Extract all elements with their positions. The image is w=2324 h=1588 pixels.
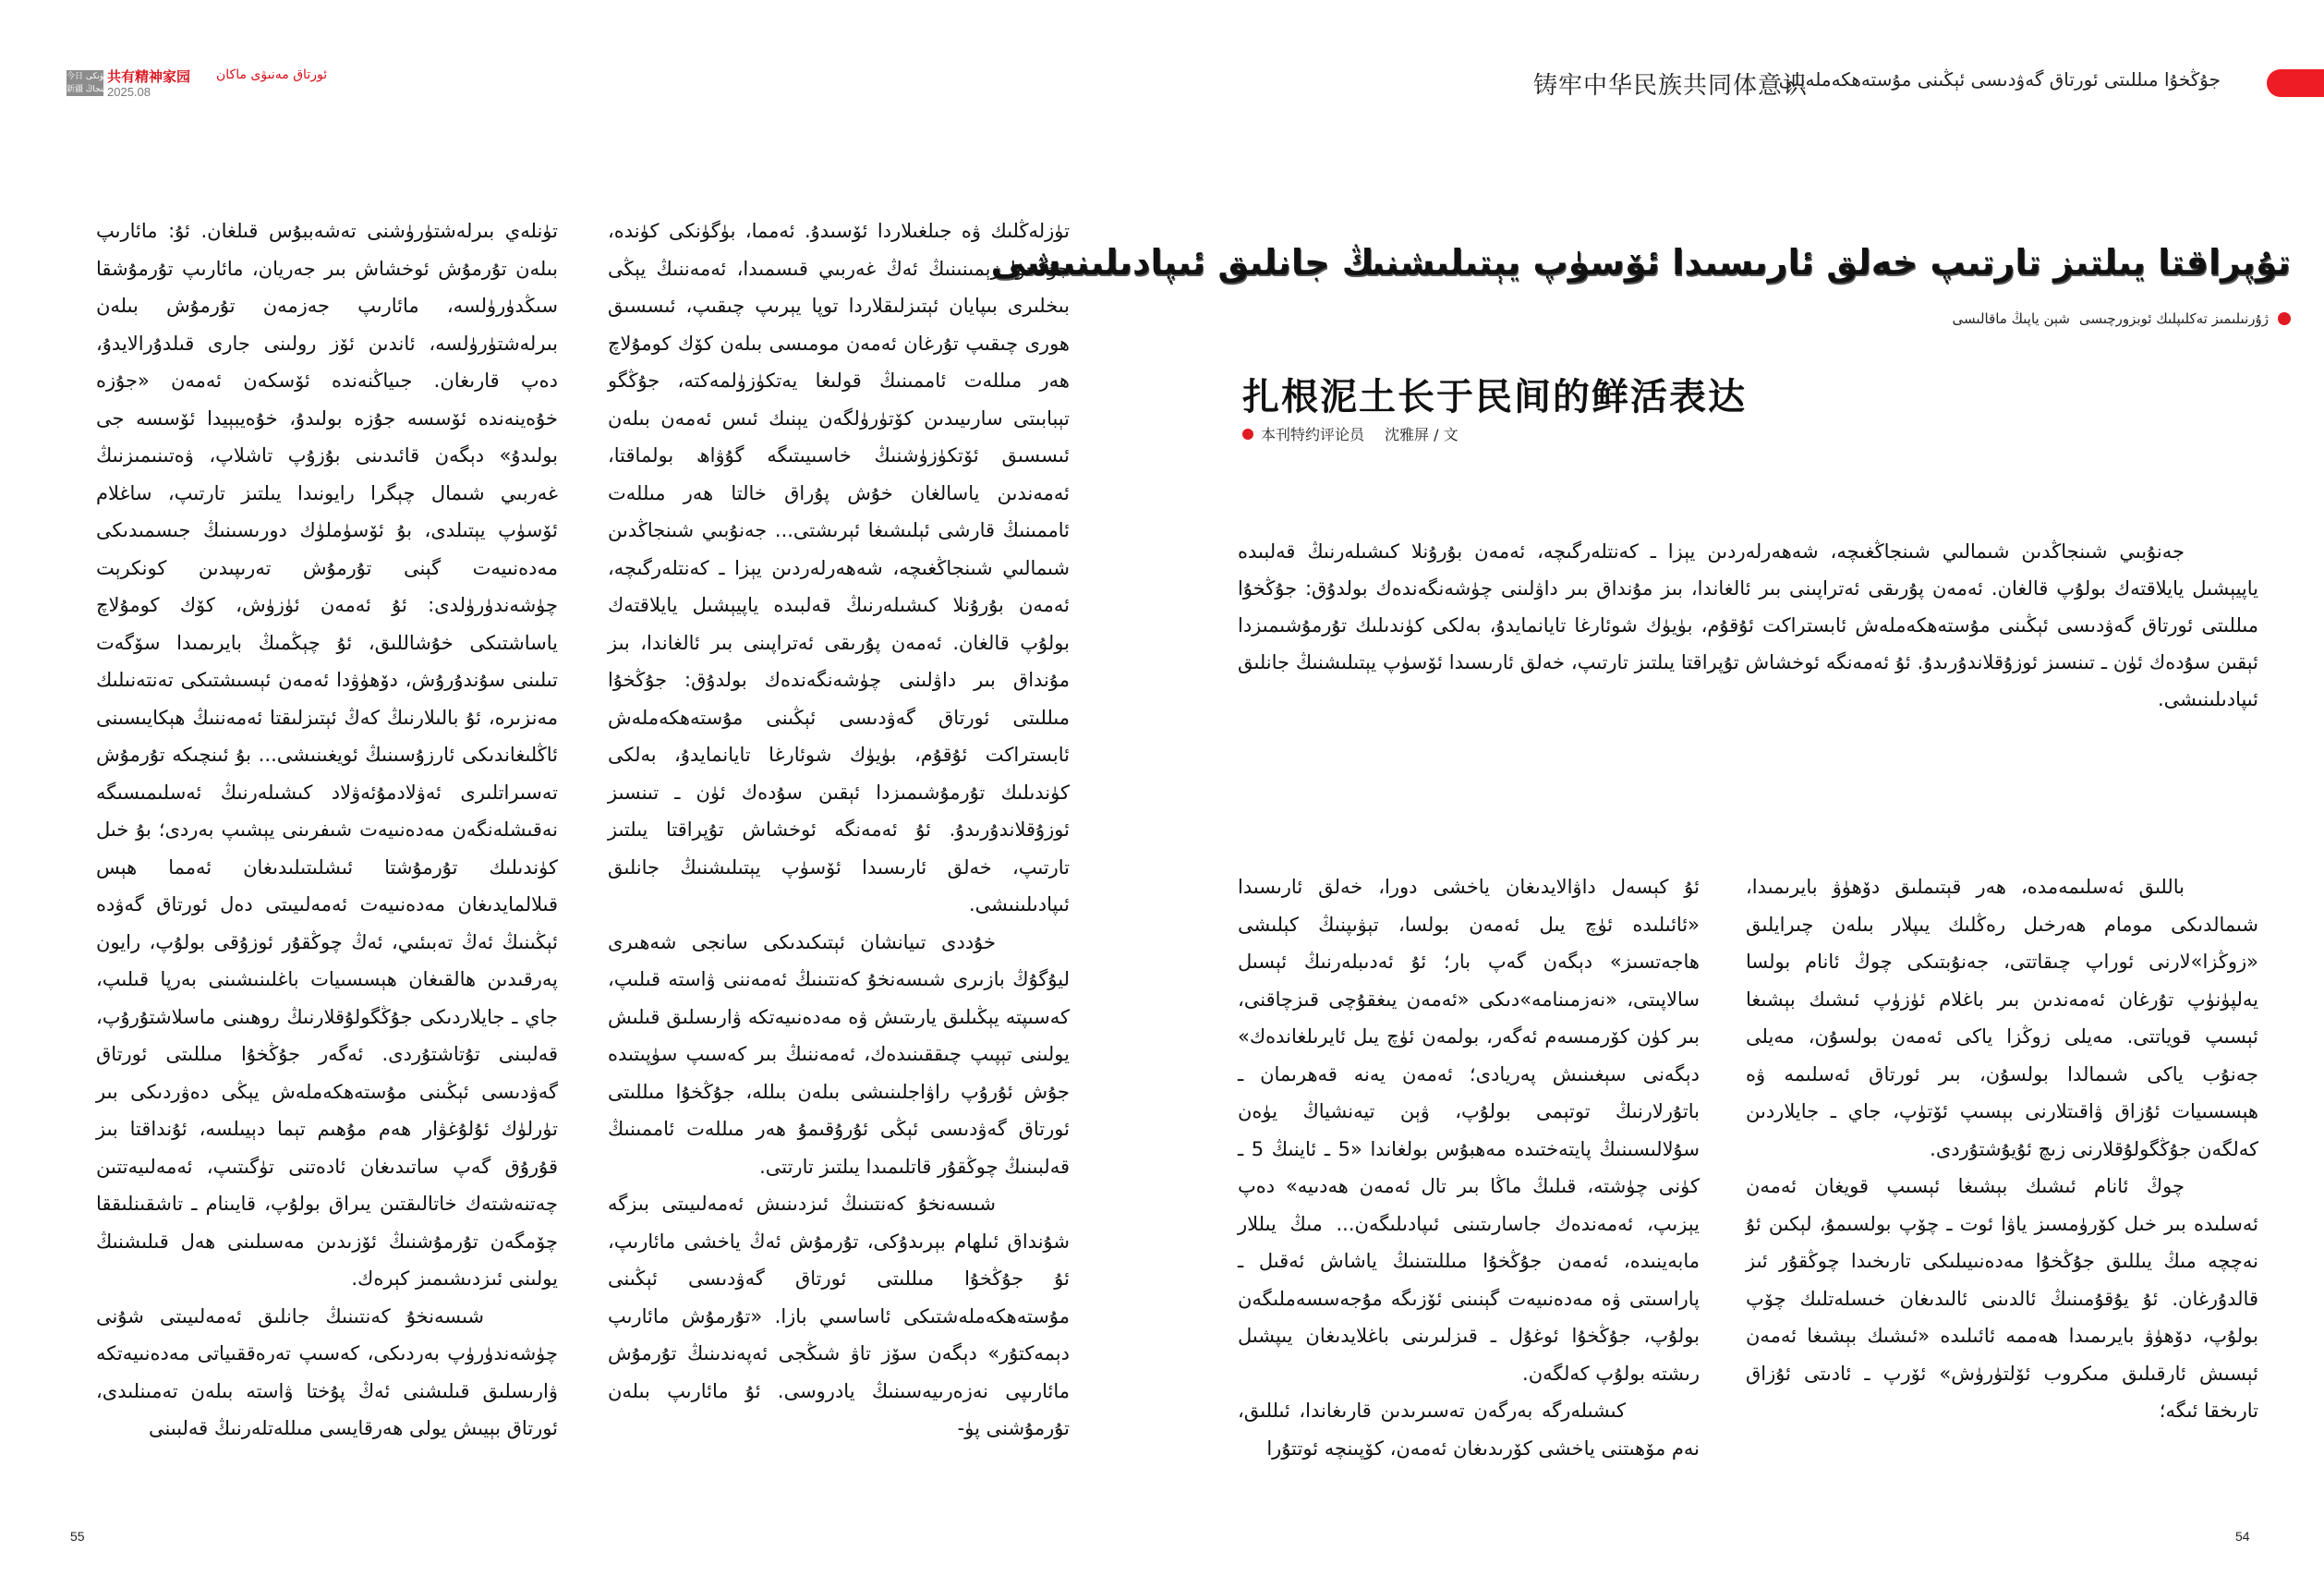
paragraph: شىسەنخۇ كەنتىنىڭ جانلىق ئەمەلىيىتى شۇنى چۈشەندۈرۈپ بەردىكى، كەسىپ تەرەققىياتى مەدەنىيەتكە ۋارىسلىق قىلىشنى ئەڭ پۇختا ۋاستە بىلەن تەمىنلىدى، ئورتاق بېيىش يولى ھەرقايسى مىللەتلەرنىڭ قەلبىنى <box>96 1304 558 1439</box>
logo-line: 新疆 شىنجاڭ <box>67 85 113 94</box>
byline-ug <box>1953 310 2291 327</box>
body-column-3 <box>608 212 1070 1448</box>
paragraph: ئۇ كېسەل داۋالايدىغان ياخشى دورا، خەلق ئارىسىدا «ئائىلىدە ئۈچ يىل ئەمەن بولسا، تېۋىپنىڭ كېلىشى ھاجەتسىز» دېگەن گەپ بار؛ ئۇ ئەدىبلەرنىڭ ئېسىل سالاپىتى، «نەزمىنامە»دىكى «ئەمەن يىغقۇچى قىزچاقنى، بىر كۈن كۆرمىسەم ئەگەر، بولمەن ئۈچ يىل ئايرىلغاندەك» دېگەنى سېغىنىش پەريادى؛ ئەمەن يەنە قەھرىمان ـ باتۇرلارنىڭ توتېمى بولۇپ، ۋېن تيەنشياڭ يۈەن سۇلالىسىنىڭ پايتەختىدە مەھبۇس بولغاندا «5 ـ ئاينىڭ 5 ـ كۈنى چۈشتە، قىلىڭ ماڭا بىر تال ئەمەن ھەدىيە» دەپ يېزىپ، ئەمەندەك جاسارىتىنى ئىپادىلىگەن... مىڭ يىللار مابەينىدە، ئەمەن جۇڭخۇا مىللىتىنىڭ ياشاش ئەقىل ـ پاراسىتى ۋە مەدەنىيەت گېنىنى ئۆزىگە مۇجەسسەملىگەن بولۇپ، جۇڭخۇا ئوغۇل ـ قىزلىرىنى باغلايدىغان يىپشىل رىشتە بولۇپ كەلگەن. <box>1238 876 1701 1385</box>
body-column-1 <box>1746 868 2258 1430</box>
magazine-title-ug: ئورتاق مەنىۋى ماكان <box>216 67 328 82</box>
body-column-2 <box>1238 868 1700 1467</box>
section-tab-marker <box>2267 69 2324 97</box>
paragraph: شىسەنخۇ كەنتىنىڭ ئىزدىنىش ئەمەلىيىتى بىزگە شۇنداق ئىلھام بېرىدۇكى، تۇرمۇش ئەڭ ياخشى مائارىپ، ئۇ جۇڭخۇا مىللىتى ئورتاق گەۋدىسى ئېڭىنى مۇستەھكەملەشتىكى ئاساسىي بازا. «تۇرمۇش مائارىپ دېمەكتۇر» دېگەن سۆز تاۋ شىڭجى ئەپەندىنىڭ تۇرمۇش مائارىپى نەزەرىيەسىنىڭ يادروسى. ئۇ مائارىپ بىلەن تۇرمۇشنى پۈ- <box>608 1193 1070 1439</box>
page-number-left: 55 <box>70 1529 85 1544</box>
paragraph: تۈزلەڭلىك ۋە جىلغىلاردا ئۆسىدۇ. ئەمما، بۈگۈنكى كۈندە، جۇڭخۇا زېمىنىنىڭ ئەڭ غەربىي قىسمىدا، ئەمەننىڭ يېڭى بىخلىرى بىپايان ئېتىزلىقلاردا توپا يېرىپ چىقىپ، ئىسسىق ھورى چىقىپ تۇرغان ئەمەن مومىسى بىلەن كۆك كومۇلاچ ھەر مىللەت ئاممىنىڭ قولىغا يەتكۈزۈلمەكتە، جۇڭگو تېبابىتى سارىيىدىن كۆتۈرۈلگەن يېنىك ئىس ئەمەن بىلەن ئىسسىق ئۆتكۈزۈشنىڭ خاسىيىتىگە گۇۋاھ بولماقتا، ئەمەندىن ياسالغان خۇش پۇراق خالتا ھەر مىللەت ئاممىنىڭ قارشى ئېلىشىغا ئېرىشتى... جەنۇبىي شىنجاڭدىن شىمالىي شىنجاڭغىچە، شەھەرلەردىن يېزا ـ كەنتلەرگىچە، ئەمەن بۇرۇنلا كىشىلەرنىڭ قەلبىدە ياپيېشىل يايلاقتەك بولۇپ قالغان. ئەمەن پۇرىقى ئەتراپىنى بىر ئالغاندا، بىز مۇنداق بىر داۋلىنى چۈشەنگەندەك بولدۇق: جۇڭخۇا مىللىتى ئورتاق گەۋدىسى ئېڭىنى مۇستەھكەملەش ئابستراكت ئۇقۇم، بۈيۈك شوئارغا تايانمايدۇ، بەلكى كۈندىلىك تۇرمۇشىمىزدا ئېقىن سۇدەك ئۈن ـ تىنسىز ئوزۇقلاندۇرىدۇ. ئۇ ئەمەنگە ئوخشاش تۇپراقتا يىلتىز تارتىپ، خەلق ئارىسىدا ئۆسۈپ يېتىلىشنىڭ جانلىق ئىپادىلىنىشى. <box>608 220 1070 915</box>
byline-cn <box>1242 423 1459 444</box>
paragraph: خۇددى تىيانشان ئېتىكىدىكى سانجى شەھىرى ليۇگۇڭ بازىرى شىسەنخۇ كەنتىنىڭ ئەمەننى ۋاستە قىلىپ، كەسىپتە يېڭىلىق يارىتىش ۋە مەدەنىيەتكە ۋارىسلىق قىلىش يولىنى تېپىپ چىققىنىدەك، ئەمەننىڭ بىر كەسىپ سۈپىتىدە جۇش ئۇرۇپ راۋاجلىنىشى بىلەن بىللە، جۇڭخۇا مىللىتى ئورتاق گەۋدىسى ئېڭى ئۇرۇقىمۇ ھەر مىللەت ئاممىنىڭ قەلبىنىڭ چوڭقۇر قاتلىمىدا يىلتىز تارتتى. <box>608 930 1070 1178</box>
logo-line: 今日 بۈگۈنكى <box>67 72 115 81</box>
headline-cn: 扎根泥土长于民间的鲜活表达 <box>1242 376 1747 418</box>
page-number-right: 54 <box>2235 1529 2250 1544</box>
paragraph: تۈنلەي بىرلەشتۈرۈشنى تەشەببۇس قىلغان. ئۇ: مائارىپ بىلەن تۇرمۇش ئوخشاش بىر جەريان، مائارىپ تۇرمۇشقا سىڭدۈرۈلسە، مائارىپ جەزمەن تۇرمۇش بىلەن بىرلەشتۈرۈلسە، ئاندىن ئۆز رولىنى جارى قىلدۇرالايدۇ، دەپ قارىغان. جىياڭنەندە ئۆسكەن ئەمەن «جۇزە خۇەينەندە ئۆسسە جۇزە بولىدۇ، خۇەيبېيدا ئۆسسە جى بولىدۇ» دېگەن قائىدىنى بۇزۇپ تاشلاپ، ۋەتىنىمىزنىڭ غەربىي شىمال چېگرا رايونىدا يىلتىز تارتىپ، ساغلام ئۆسۈپ يېتىلدى، بۇ ئۆسۈملۈك دورىسىنىڭ جىسمىدىكى مەدەنىيەت گېنى تۇرمۇش تەرىپىدىن كونكرېت چۈشەندۈرۈلدى: ئۇ ئەمەن ئۈزۈش، كۆك كومۇلاچ ياساشتىكى خۇشاللىق، ئۇ چېڭمىڭ بايرىمىدا سۆگەت تىلىنى سۇندۇرۇش، دۆھۈۋدا ئەمەن ئېسىشتىكى تەنتەنىلىك مەنزىرە، ئۇ بالىلارنىڭ كەڭ ئېتىزلىقتا ئەمەننىڭ ھېكايىسىنى ئاڭلىغاندىكى ئارزۇسىنىڭ ئويغىنىشى... بۇ ئىنچىكە تۇرمۇش تەسىراتلىرى ئەۋلادمۇئەۋلاد كىشىلەرنىڭ ئەسلىمىسىگە نەقىشلەنگەن مەدەنىيەت شىفرىنى يېشىپ بەردى؛ بۇ خىل كۈندىلىك تۇرمۇشتا ئىشلىتىلىدىغان ئەمما ھېس قىلالمايدىغان مەدەنىيەت ئەمەلىيىتى دەل ئورتاق گەۋدە ئېڭىنىڭ ئەڭ تەبىئىي، ئەڭ چوڭقۇر ئوزۇقى بولۇپ، رايون پەرقىدىن ھالقىغان ھېسسىيات باغلىنىشىنى بەرپا قىلىپ، جاي ـ جايلاردىكى جۇڭگولۇقلارنىڭ روھىنى ماسلاشتۇرۇپ، قەلبىنى تۇتاشتۇردى. ئەگەر جۇڭخۇا مىللىتى ئورتاق گەۋدىسى ئېڭىنى مۇستەھكەملەش يېڭى دەۋردىكى بىر تۈرلۈك ئۇلۇغۋار ھەم مۇھىم تېما دېيىلسە، ئۇنداقتا بىز قۇرۇق گەپ ساتىدىغان ئادەتنى تۈگىتىپ، ئەمەلىيەتتىن چەتنەشتەك خاتالىقتىن يىراق بولۇپ، قايىنام ـ تاشقىنلىققا چۆمگەن تۇرمۇشنىڭ ئۆزىدىن مەسىلىنى ھەل قىلىشنىڭ يولىنى ئىزدىشىمىز كېرەك. <box>96 220 558 1290</box>
magazine-title-cn: 共有精神家园 <box>107 68 191 85</box>
paragraph: كىشىلەرگە بەرگەن تەسىرىدىن قارىغاندا، ئىللىق، نەم مۆھىتنى ياخشى كۆرىدىغان ئەمەن، كۆپىنچە ئوتتۇرا <box>1238 1400 1700 1460</box>
issue-date: 2025.08 <box>107 85 151 99</box>
bullet-dot-icon <box>1242 429 1253 440</box>
section-title-ug: جۇڭخۇا مىللىتى ئورتاق گەۋدىسى ئېڭىنى مۇستەھكەملەيلى <box>1778 68 2221 91</box>
paragraph: چوڭ ئانام ئىشىك بېشىغا ئېسىپ قويغان ئەمەن ئەسلىدە بىر خىل كۆرۈمسىز ياۋا ئوت ـ چۆپ بولسىمۇ، لېكىن ئۇ نەچچە مىڭ يىللىق جۇڭخۇا مەدەنىيىلىكى تارىخىدا چوڭقۇر ئىز قالدۇرغان. ئۇ يۇقۇمىنىڭ ئالدىنى ئالىدىغان خىسلەتلىك چۆپ بولۇپ، دۆھۈۋ بايرىمىدا ھەممە ئائىلىدە «ئىشىك بېشىغا ئەمەن ئېسىش ئارقىلىق مىكروب ئۆلتۈرۈش» ئۆرپ ـ ئادىتى ئۇزاق تارىخقا ئىگە؛ <box>1746 1175 2258 1422</box>
headline-ug: تۇپراقتا يىلتىز تارتىپ خەلق ئارىسىدا ئۆسۈپ يېتىلىشنىڭ جانلىق ئىپادىلىنىشى <box>990 242 2291 283</box>
lead-paragraph <box>1238 533 2258 718</box>
section-title-cn: 铸牢中华民族共同体意识 <box>1533 72 1809 100</box>
lead-text: جەنۇبىي شىنجاڭدىن شىمالىي شىنجاڭغىچە، شەھەرلەردىن يېزا ـ كەنتلەرگىچە، ئەمەن بۇرۇنلا كىشىلەرنىڭ قەلبىدە ياپيېشىل يايلاقتەك بولۇپ قالغان. ئەمەن پۇرىقى ئەتراپىنى بىر ئالغاندا، بىز مۇنداق بىر داۋلىنى چۈشەنگەندەك بولدۇق: جۇڭخۇا مىللىتى ئورتاق گەۋدىسى ئېڭىنى مۇستەھكەملەش ئابستراكت ئۇقۇم، بۈيۈك شوئارغا تايانمايدۇ، بەلكى كۈندىلىك تۇرمۇشىمىزدا ئېقىن سۇدەك ئۈن ـ تىنسىز ئوزۇقلاندۇرىدۇ. ئۇ ئەمەنگە ئوخشاش تۇپراقتا يىلتىز تارتىپ، خەلق ئارىسىدا ئۆسۈپ يېتىلىشنىڭ جانلىق ئىپادىلىنىشى. <box>1238 540 2258 710</box>
byline-author: 沈雅屏 / 文 <box>1385 426 1459 443</box>
magazine-logo <box>67 70 115 96</box>
body-column-4 <box>96 212 558 1448</box>
bullet-dot-icon <box>2278 312 2291 325</box>
byline-role: ژۇرنىلىمىز تەكلىپلىك ئوبزورچىسى <box>2079 310 2269 327</box>
paragraph: باللىق ئەسلىمەمدە، ھەر قېتىملىق دۆھۈۋ بايرىمىدا، شىمالدىكى مومام ھەرخىل رەڭلىك يىپلار بىلەن چىرايلىق «زوڭزا»لارنى ئوراپ چىقاتتى، جەنۇبتىكى چوڭ ئانام بولسا يەلپۈنۈپ تۇرغان ئەمەندىن بىر باغلام ئۈزۈپ ئىشىك بېشىغا ئېسىپ قوياتتى. مەيلى زوڭزا ياكى ئەمەن بولسۇن، مەيلى جەنۇب ياكى شىمالدا بولسۇن، بىر ئورتاق ئەسلىمە ۋە ھېسسىيات ئۇزاق ۋاقىتلارنى بېسىپ ئۆتۈپ، جاي ـ جايلاردىن كەلگەن جۇڭگولۇقلارنى زىچ ئۇيۇشتۇردى. <box>1746 876 2258 1160</box>
byline-role: 本刊特约评论员 <box>1261 426 1365 443</box>
byline-author: شېن ياپىڭ ماقالىسى <box>1952 310 2070 327</box>
